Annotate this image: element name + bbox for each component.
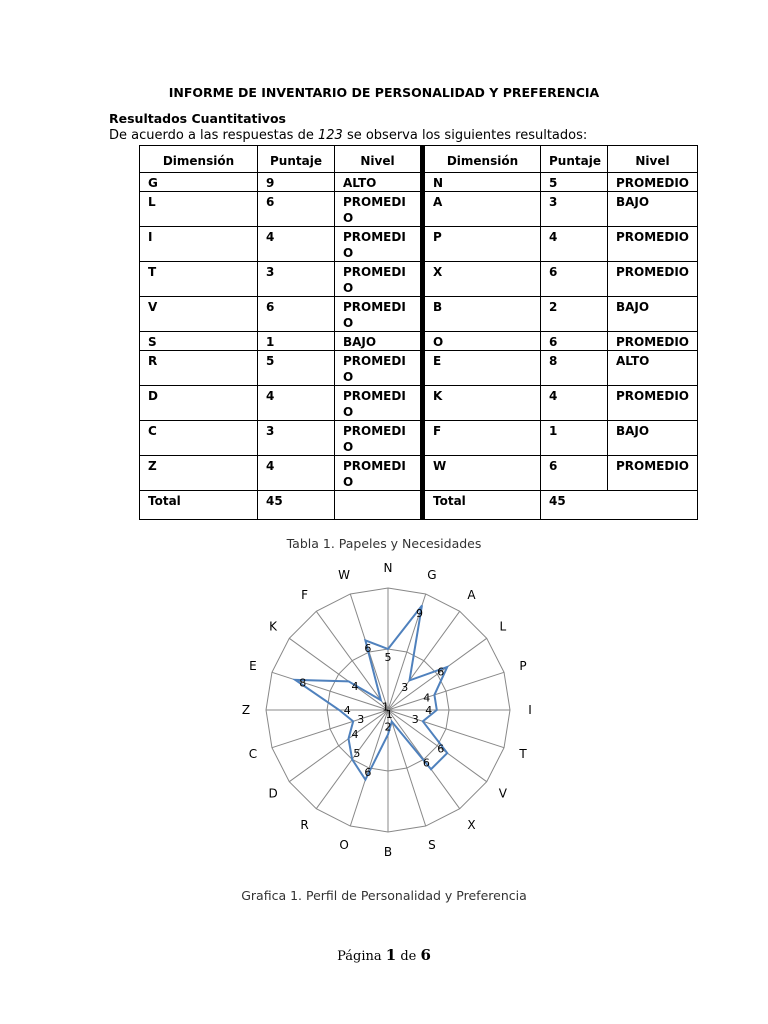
cell-dimension: X	[423, 262, 541, 297]
cell-level: PROMEDIO	[608, 332, 698, 351]
radar-spoke-f	[316, 611, 388, 710]
intro-after: se observa los siguientes resultados:	[342, 128, 588, 143]
cell-score: 6	[258, 192, 335, 227]
radar-axis-label-n: N	[383, 561, 393, 575]
table-row	[140, 332, 698, 351]
cell-dimension: R	[140, 351, 258, 386]
radar-point-e	[294, 679, 296, 681]
radar-axis-label-x: X	[467, 817, 476, 832]
cell-level: PROMEDIO	[608, 386, 698, 421]
radar-axis-label-s: S	[428, 838, 436, 853]
section-heading: Resultados Cuantitativos	[109, 111, 286, 126]
cell-level: PROMEDIO	[335, 456, 423, 491]
cell-level: PROMEDIO	[335, 192, 423, 227]
cell-score: 5	[541, 173, 608, 192]
radar-axis-label-r: R	[300, 817, 309, 832]
header-score-left: Puntaje	[258, 146, 335, 173]
cell-level: BAJO	[608, 297, 698, 332]
cell-score: 4	[541, 386, 608, 421]
radar-value-label-p: 4	[423, 691, 431, 705]
cell-level: PROMEDIO	[608, 173, 698, 192]
radar-axis-label-i: I	[528, 703, 532, 717]
radar-axis-label-v: V	[498, 786, 507, 801]
cell-level: PROMEDIO	[335, 421, 423, 456]
cell-dimension: I	[140, 227, 258, 262]
cell-dimension: O	[423, 332, 541, 351]
cell-dimension: A	[423, 192, 541, 227]
cell-score: 6	[541, 332, 608, 351]
radar-value-label-n: 5	[384, 651, 392, 664]
cell-score: 4	[258, 227, 335, 262]
cell-dimension: F	[423, 421, 541, 456]
header-dimension-right: Dimensión	[423, 146, 541, 173]
table-caption: Tabla 1. Papeles y Necesidades	[286, 536, 482, 551]
table-row	[140, 192, 698, 227]
table-total-row	[140, 491, 698, 520]
radar-value-label-b: 2	[384, 720, 392, 734]
cell-level: PROMEDIO	[335, 227, 423, 262]
total-label-left: Total	[140, 491, 258, 520]
radar-value-label-o: 6	[364, 766, 372, 780]
header-level-left: Nivel	[335, 146, 423, 173]
radar-axis-label-p: P	[519, 659, 527, 674]
radar-axis-label-c: C	[248, 746, 258, 761]
cell-level: ALTO	[335, 173, 423, 192]
radar-value-label-f: 1	[382, 700, 390, 714]
radar-value-label-z: 4	[343, 704, 351, 717]
cell-score: 5	[258, 351, 335, 386]
radar-point-d	[348, 738, 350, 740]
table-row	[140, 351, 698, 386]
cell-score: 2	[541, 297, 608, 332]
radar-axis-label-b: B	[383, 845, 393, 859]
chart-caption: Grafica 1. Perfil de Personalidad y Preferencia	[241, 888, 527, 903]
radar-point-x	[430, 768, 432, 770]
cell-score: 4	[258, 386, 335, 421]
radar-axis-label-z: Z	[241, 703, 251, 717]
cell-dimension: N	[423, 173, 541, 192]
cell-score: 1	[258, 332, 335, 351]
radar-series	[294, 605, 448, 781]
cell-score: 3	[258, 421, 335, 456]
radar-axis-label-w: W	[338, 567, 351, 582]
header-dimension-left: Dimensión	[140, 146, 258, 173]
radar-value-label-w: 6	[364, 641, 372, 655]
cell-dimension: B	[423, 297, 541, 332]
cell-dimension: K	[423, 386, 541, 421]
cell-level: ALTO	[608, 351, 698, 386]
total-label-right: Total	[423, 491, 541, 520]
radar-point-t	[422, 721, 424, 723]
radar-value-label-c: 3	[357, 712, 365, 726]
radar-value-label-d: 4	[351, 727, 359, 741]
radar-value-label-a: 3	[401, 680, 409, 694]
table-row	[140, 262, 698, 297]
radar-axis-label-t: T	[519, 746, 527, 761]
header-level-right: Nivel	[608, 146, 698, 173]
radar-point-i	[436, 709, 438, 711]
radar-value-label-g: 9	[415, 607, 423, 621]
cell-score: 3	[258, 262, 335, 297]
radar-value-label-x: 6	[422, 756, 430, 770]
radar-point-g	[421, 605, 423, 607]
header-score-right: Puntaje	[541, 146, 608, 173]
cell-score: 3	[541, 192, 608, 227]
total-value-right: 45	[541, 491, 698, 520]
table-row	[140, 227, 698, 262]
cell-level: PROMEDIO	[335, 297, 423, 332]
radar-axis-label-a: A	[467, 588, 476, 603]
table-row	[140, 297, 698, 332]
radar-point-w	[365, 640, 367, 642]
cell-score: 4	[258, 456, 335, 491]
intro-number: 123	[317, 128, 343, 143]
radar-axis-label-e: E	[249, 659, 257, 674]
total-value-left: 45	[258, 491, 335, 520]
cell-level: BAJO	[608, 421, 698, 456]
table-row	[140, 456, 698, 491]
cell-score: 4	[541, 227, 608, 262]
results-table	[139, 145, 698, 520]
radar-point-n	[387, 648, 389, 650]
cell-dimension: D	[140, 386, 258, 421]
radar-axis-label-g: G	[427, 567, 437, 582]
radar-value-label-i: 4	[425, 704, 433, 717]
cell-score: 6	[541, 262, 608, 297]
radar-spoke-c	[272, 710, 388, 748]
cell-score: 6	[541, 456, 608, 491]
report-title: INFORME DE INVENTARIO DE PERSONALIDAD Y PREFERENCIA	[168, 85, 600, 100]
radar-point-v	[446, 752, 448, 754]
radar-point-c	[352, 721, 354, 723]
radar-value-label-k: 4	[351, 680, 359, 694]
radar-value-label-v: 6	[437, 742, 445, 756]
cell-dimension: E	[423, 351, 541, 386]
cell-level: BAJO	[335, 332, 423, 351]
cell-dimension: V	[140, 297, 258, 332]
table-header-row	[140, 146, 698, 173]
cell-level: PROMEDIO	[335, 351, 423, 386]
footer-prefix: Página	[337, 949, 386, 964]
radar-axis-label-l: L	[499, 619, 507, 634]
cell-dimension: Z	[140, 456, 258, 491]
radar-spoke-t	[385, 707, 504, 748]
cell-dimension: C	[140, 421, 258, 456]
radar-axis-label-d: D	[268, 786, 278, 801]
radar-axis-label-f: F	[301, 588, 308, 603]
radar-value-label-l: 6	[437, 665, 445, 679]
radar-value-label-t: 3	[411, 712, 419, 726]
radar-spoke-d	[289, 710, 388, 782]
radar-point-a	[409, 680, 411, 682]
radar-value-label-s: 1	[385, 707, 393, 721]
table-row	[140, 173, 698, 192]
radar-axis-label-k: K	[269, 619, 278, 634]
cell-score: 6	[258, 297, 335, 332]
table-row	[140, 386, 698, 421]
cell-score: 9	[258, 173, 335, 192]
total-empty-left	[335, 491, 423, 520]
radar-chart	[200, 545, 570, 875]
radar-point-o	[365, 779, 367, 781]
radar-point-b	[387, 734, 389, 736]
cell-dimension: S	[140, 332, 258, 351]
page-footer	[0, 946, 768, 964]
cell-level: PROMEDIO	[335, 386, 423, 421]
cell-dimension: T	[140, 262, 258, 297]
radar-spoke-s	[385, 707, 426, 826]
cell-dimension: G	[140, 173, 258, 192]
footer-page-total: 6	[420, 946, 431, 964]
radar-point-p	[434, 694, 436, 696]
cell-level: BAJO	[608, 192, 698, 227]
cell-level: PROMEDIO	[608, 262, 698, 297]
radar-point-k	[348, 681, 350, 683]
cell-level: PROMEDIO	[608, 456, 698, 491]
cell-score: 1	[541, 421, 608, 456]
table-row	[140, 421, 698, 456]
cell-dimension: L	[140, 192, 258, 227]
cell-dimension: W	[423, 456, 541, 491]
radar-point-z	[338, 709, 340, 711]
radar-value-label-e: 8	[299, 676, 307, 690]
radar-axis-label-o: O	[339, 838, 349, 853]
footer-page-number: 1	[385, 946, 397, 964]
intro-text	[109, 128, 587, 143]
cell-score: 8	[541, 351, 608, 386]
radar-point-l	[446, 666, 448, 668]
radar-value-label-r: 5	[353, 746, 361, 760]
cell-dimension: P	[423, 227, 541, 262]
footer-middle: de	[396, 949, 421, 964]
intro-before: De acuerdo a las respuestas de	[109, 128, 318, 143]
cell-level: PROMEDIO	[608, 227, 698, 262]
cell-level: PROMEDIO	[335, 262, 423, 297]
